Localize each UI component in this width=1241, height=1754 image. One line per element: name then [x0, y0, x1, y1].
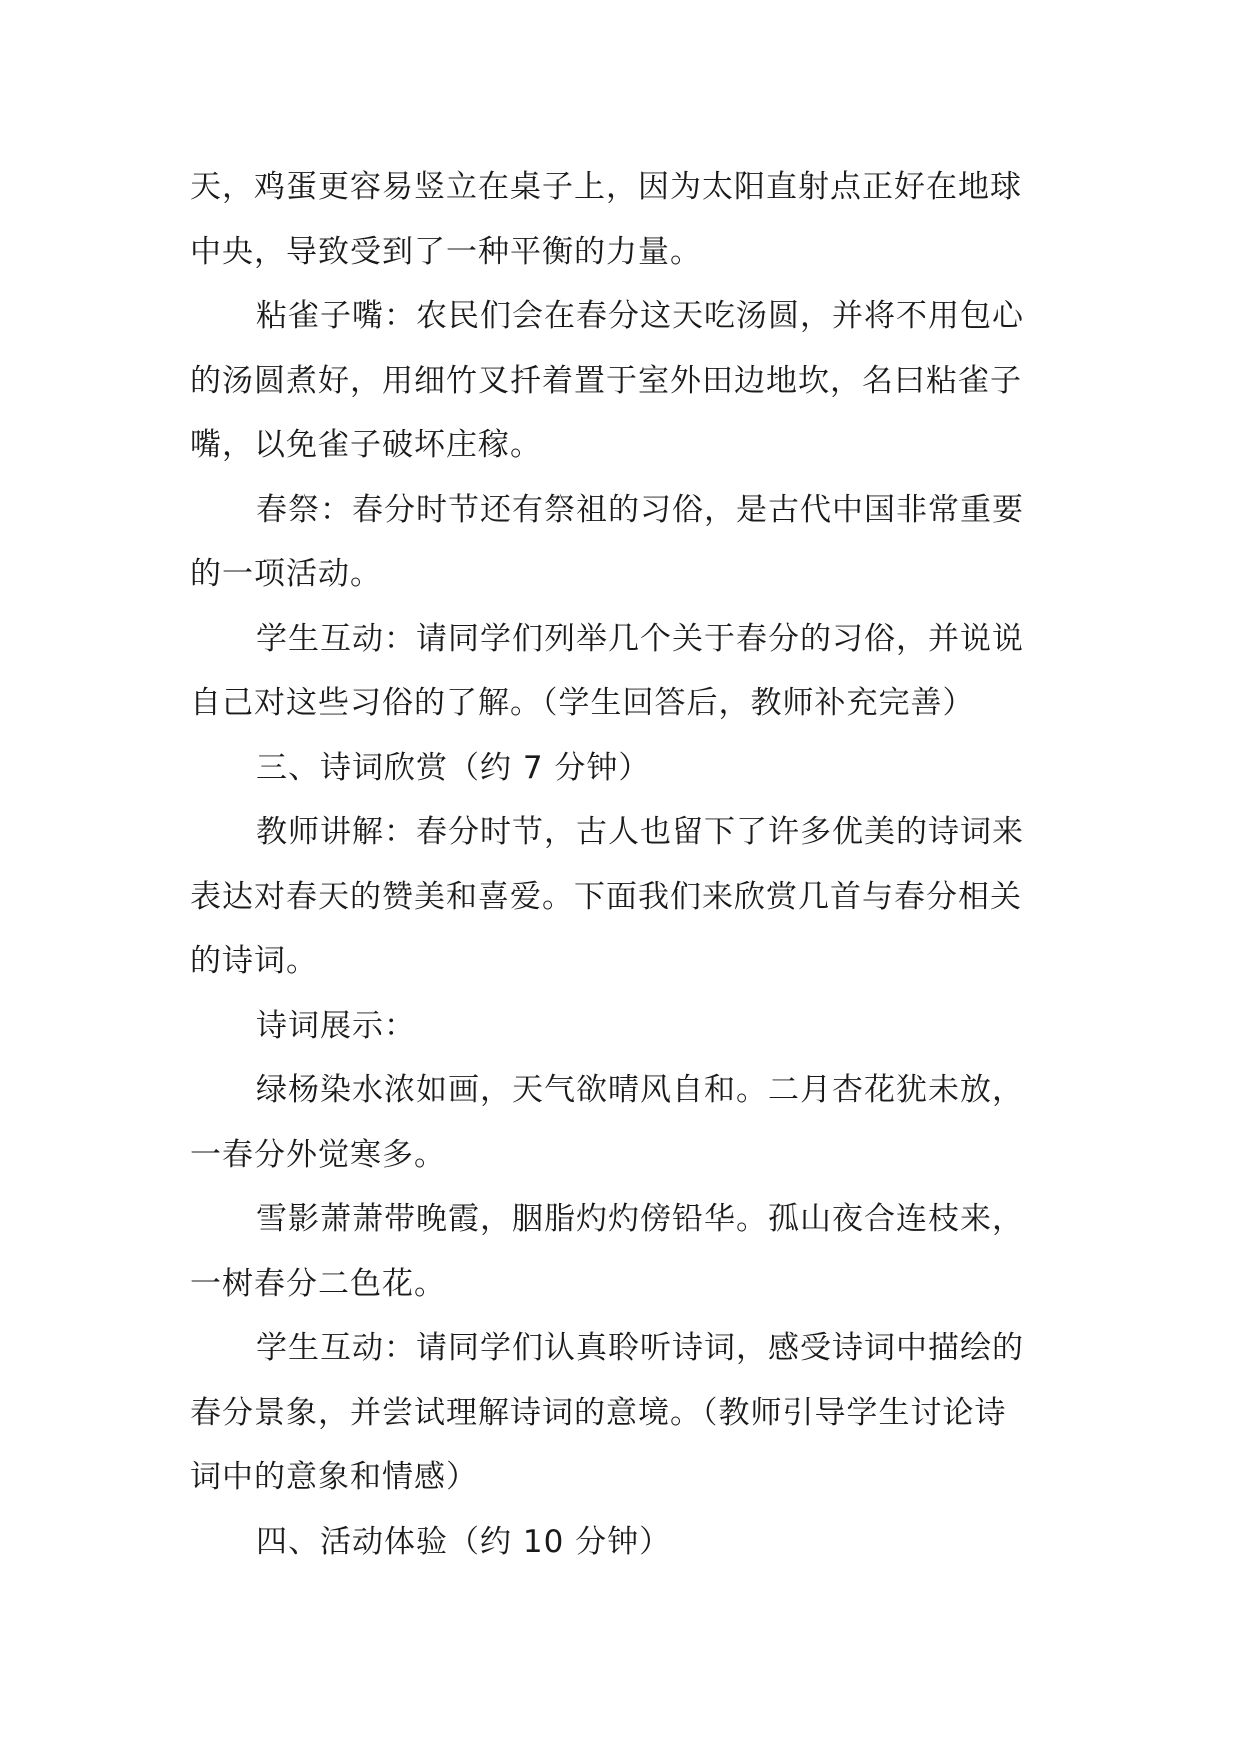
text-line: 的一项活动。 [190, 556, 382, 592]
paragraph-start-line: 学生互动：请同学们列举几个关于春分的习俗，并说说 [256, 620, 1024, 657]
paragraph-start-line: 诗词展示： [256, 1007, 416, 1044]
poem-line: 雪影萧萧带晚霞，胭脂灼灼傍铅华。孤山夜合连枝来， [256, 1201, 1024, 1237]
text-line: 表达对春天的赞美和喜爱。下面我们来欣赏几首与春分相关 [190, 878, 1022, 915]
paragraph-start-line: 春祭：春分时节还有祭祖的习俗，是古代中国非常重要 [256, 491, 1024, 528]
text-line: 词中的意象和情感） [190, 1459, 478, 1495]
paragraph-start-line: 粘雀子嘴：农民们会在春分这天吃汤圆，并将不用包心 [256, 298, 1024, 334]
text-line: 嘴，以免雀子破坏庄稼。 [190, 427, 542, 463]
text-line: 中央，导致受到了一种平衡的力量。 [190, 233, 702, 270]
poem-line: 一春分外觉寒多。 [190, 1136, 446, 1173]
section-heading: 三、诗词欣赏（约 7 分钟） [256, 749, 651, 786]
paragraph-start-line: 教师讲解：春分时节，古人也留下了许多优美的诗词来 [256, 814, 1024, 850]
text-line: 的诗词。 [190, 943, 318, 979]
text-line: 自己对这些习俗的了解。（学生回答后，教师补充完善） [190, 685, 975, 721]
text-line: 天，鸡蛋更容易竖立在桌子上，因为太阳直射点正好在地球 [190, 169, 1022, 205]
body-text [190, 155, 1070, 1574]
poem-line: 绿杨染水浓如画，天气欲晴风自和。二月杏花犹未放， [256, 1072, 1024, 1108]
paragraph-start-line: 学生互动：请同学们认真聆听诗词，感受诗词中描绘的 [256, 1330, 1024, 1366]
text-line: 的汤圆煮好，用细竹叉扦着置于室外田边地坎，名曰粘雀子 [190, 362, 1022, 399]
poem-line: 一树春分二色花。 [190, 1265, 446, 1302]
text-line: 春分景象，并尝试理解诗词的意境。（教师引导学生讨论诗 [190, 1394, 1007, 1431]
section-heading: 四、活动体验（约 10 分钟） [256, 1523, 672, 1560]
